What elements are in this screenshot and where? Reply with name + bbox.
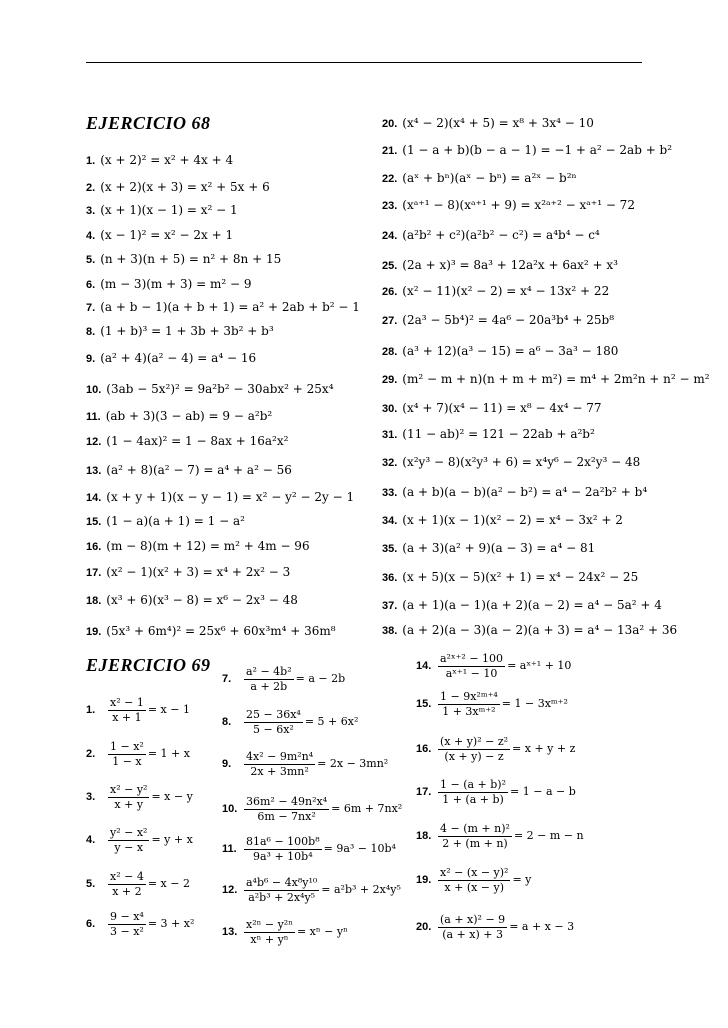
fraction-denominator: 3 − x² [110, 925, 144, 938]
fraction [244, 795, 329, 824]
item-number: 8. [222, 716, 232, 728]
fraction [244, 750, 315, 779]
fraction-result: = y [512, 873, 532, 886]
item-expression: (m − 3)(m + 3) = m² − 9 [100, 277, 252, 291]
fraction-numerator: x²ⁿ − y²ⁿ [246, 918, 293, 931]
fraction-result: = aˣ⁺¹ + 10 [507, 659, 572, 672]
fraction-result: = 2x − 3mn² [317, 757, 389, 770]
fraction-numerator: 4 − (m + n)² [440, 822, 510, 835]
item-expression: (ab + 3)(3 − ab) = 9 − a²b² [105, 409, 273, 423]
item-number: 15. [86, 516, 102, 528]
fraction-denominator: x + 2 [112, 885, 142, 898]
item-number: 24. [382, 230, 398, 242]
item-number: 18. [86, 595, 102, 607]
item-expression: (n + 3)(n + 5) = n² + 8n + 15 [100, 252, 282, 266]
item-number: 2. [86, 182, 96, 194]
item-number: 14. [416, 660, 432, 672]
item-expression: (x⁴ + 7)(x⁴ − 11) = x⁸ − 4x⁴ − 77 [402, 401, 602, 415]
item-expression: (a + 2)(a − 3)(a − 2)(a + 3) = a⁴ − 13a² + 36 [402, 623, 678, 637]
item-number: 16. [416, 743, 432, 755]
item-number: 35. [382, 543, 398, 555]
fraction-result: = x − 2 [147, 877, 190, 890]
exercise-68-item [86, 228, 233, 243]
fraction [108, 696, 146, 725]
exercise-68-item [382, 513, 623, 528]
fraction-denominator: x + 1 [112, 711, 142, 724]
exercise-68-item [86, 434, 288, 449]
exercise-68-item [86, 180, 270, 195]
item-number: 1. [86, 704, 96, 716]
item-expression: (a + b − 1)(a + b + 1) = a² + 2ab + b² − 1 [100, 300, 360, 314]
exercise-68-item [86, 351, 256, 366]
exercise-68-item [382, 623, 677, 638]
item-expression: (a + b)(a − b)(a² − b²) = a⁴ − 2a²b² + b⁴ [402, 485, 648, 499]
exercise-68-item [86, 153, 233, 168]
item-number: 8. [86, 326, 96, 338]
fraction [438, 822, 512, 851]
fraction [438, 866, 510, 895]
exercise-68-item [86, 539, 310, 554]
fraction-numerator: 1 − x² [110, 740, 144, 753]
item-expression: (x − 1)² = x² − 2x + 1 [100, 228, 234, 242]
item-number: 4. [86, 834, 96, 846]
item-number: 5. [86, 254, 96, 266]
fraction-denominator: 9a³ + 10b⁴ [253, 850, 313, 863]
item-expression: (3ab − 5x²)² = 9a²b² − 30abx² + 25x⁴ [106, 382, 334, 396]
fraction-numerator: (x + y)² − z² [440, 735, 509, 748]
item-expression: (x³ + 6)(x³ − 8) = x⁶ − 2x³ − 48 [106, 593, 298, 607]
item-expression: (11 − ab)² = 121 − 22ab + a²b² [402, 427, 595, 441]
fraction [244, 918, 295, 947]
exercise-68-item [382, 258, 618, 273]
item-number: 27. [382, 315, 398, 327]
fraction-numerator: 4x² − 9m²n⁴ [246, 750, 314, 763]
item-number: 30. [382, 403, 398, 415]
fraction-numerator: 1 − 9x²ᵐ⁺⁴ [440, 690, 498, 703]
item-number: 13. [222, 926, 238, 938]
fraction-result: = 2 − m − n [513, 829, 584, 842]
item-expression: (a + 3)(a² + 9)(a − 3) = a⁴ − 81 [402, 541, 596, 555]
fraction-numerator: (a + x)² − 9 [440, 913, 506, 926]
item-number: 29. [382, 374, 398, 386]
item-expression: (5x³ + 6m⁴)² = 25x⁶ + 60x³m⁴ + 36m⁸ [106, 624, 336, 638]
fraction-result: = 9a³ − 10b⁴ [323, 842, 396, 855]
item-expression: (2a³ − 5b⁴)² = 4a⁶ − 20a³b⁴ + 25b⁸ [402, 313, 615, 327]
fraction [108, 910, 146, 939]
item-expression: (m² − m + n)(n + m + m²) = m⁴ + 2m²n + n² − m² [402, 372, 710, 386]
fraction [244, 876, 319, 905]
fraction-numerator: x² − y² [110, 783, 148, 796]
item-number: 22. [382, 173, 398, 185]
fraction [108, 870, 146, 899]
item-number: 16. [86, 541, 102, 553]
exercise-68-item [382, 228, 600, 243]
fraction-result: = x − y [151, 790, 193, 803]
item-number: 9. [86, 353, 96, 365]
item-number: 3. [86, 205, 96, 217]
fraction-denominator: (a + x) + 3 [442, 928, 503, 941]
fraction-numerator: x² − 1 [110, 696, 144, 709]
item-number: 33. [382, 487, 398, 499]
exercise-68-item [382, 455, 640, 470]
fraction-result: = 6m + 7nx² [331, 802, 403, 815]
item-number: 2. [86, 748, 96, 760]
fraction-numerator: x² − 4 [110, 870, 144, 883]
fraction [438, 735, 510, 764]
item-number: 34. [382, 515, 398, 527]
exercise-68-item [86, 300, 360, 315]
exercise-68-item [86, 382, 334, 397]
exercise-68-item [382, 284, 609, 299]
fraction-result: = y + x [151, 833, 193, 846]
fraction [108, 740, 146, 769]
exercise-68-item [382, 143, 672, 158]
fraction-denominator: 6m − 7nx² [257, 810, 316, 823]
item-number: 17. [416, 786, 432, 798]
fraction-numerator: a²ˣ⁺² − 100 [440, 652, 504, 665]
fraction-denominator: xⁿ + yⁿ [250, 933, 289, 946]
exercise-68-item [86, 624, 336, 639]
exercise-68-item [382, 171, 577, 186]
item-number: 1. [86, 155, 96, 167]
fraction-denominator: (x + y) − z [444, 750, 504, 763]
item-number: 20. [382, 118, 398, 130]
item-expression: (1 − 4ax)² = 1 − 8ax + 16a²x² [106, 434, 289, 448]
top-rule [86, 62, 642, 63]
item-expression: (x + 2)(x + 3) = x² + 5x + 6 [100, 180, 270, 194]
item-number: 5. [86, 878, 96, 890]
item-expression: (x + 1)(x − 1)(x² − 2) = x⁴ − 3x² + 2 [402, 513, 623, 527]
exercise-68-item [382, 372, 710, 387]
fraction-result: = 1 − 3xᵐ⁺² [501, 697, 568, 710]
item-number: 38. [382, 625, 398, 637]
fraction-result: = a − 2b [295, 672, 346, 685]
fraction [244, 835, 322, 864]
fraction [438, 913, 507, 942]
fraction-result: = 5 + 6x² [304, 715, 359, 728]
fraction [438, 690, 500, 719]
fraction-result: = 3 + x² [147, 917, 195, 930]
item-number: 12. [86, 436, 102, 448]
item-expression: (x² − 11)(x² − 2) = x⁴ − 13x² + 22 [402, 284, 610, 298]
exercise-68-item [382, 598, 662, 613]
item-number: 3. [86, 791, 96, 803]
exercise-68-item [382, 485, 647, 500]
heading-ejercicio-69: EJERCICIO 69 [86, 655, 211, 675]
item-number: 25. [382, 260, 398, 272]
item-expression: (x + 1)(x − 1) = x² − 1 [100, 203, 238, 217]
item-expression: (a² + 8)(a² − 7) = a⁴ + a² − 56 [106, 463, 292, 477]
item-number: 19. [416, 874, 432, 886]
fraction-denominator: 5 − 6x² [253, 723, 294, 736]
item-number: 15. [416, 698, 432, 710]
item-number: 10. [222, 803, 238, 815]
fraction-denominator: a²b³ + 2x⁴y⁵ [248, 891, 316, 904]
item-number: 12. [222, 884, 238, 896]
item-expression: (2a + x)³ = 8a³ + 12a²x + 6ax² + x³ [402, 258, 618, 272]
fraction-numerator: 9 − x⁴ [110, 910, 144, 923]
item-number: 21. [382, 145, 398, 157]
fraction-result: = xⁿ − yⁿ [296, 925, 348, 938]
item-expression: (m − 8)(m + 12) = m² + 4m − 96 [106, 539, 310, 553]
exercise-68-item [86, 463, 292, 478]
exercise-68-item [382, 116, 594, 131]
fraction-denominator: 1 + 3xᵐ⁺² [442, 705, 496, 718]
item-number: 14. [86, 492, 102, 504]
exercise-68-item [382, 401, 602, 416]
fraction-numerator: x² − (x − y)² [440, 866, 509, 879]
fraction-numerator: a⁴b⁶ − 4x⁸y¹⁰ [246, 876, 318, 889]
item-expression: (1 − a)(a + 1) = 1 − a² [106, 514, 245, 528]
item-number: 26. [382, 286, 398, 298]
item-number: 6. [86, 918, 96, 930]
item-expression: (x + y + 1)(x − y − 1) = x² − y² − 2y − 1 [106, 490, 355, 504]
item-expression: (x + 5)(x − 5)(x² + 1) = x⁴ − 24x² − 25 [402, 570, 639, 584]
fraction-numerator: 81a⁶ − 100b⁸ [246, 835, 320, 848]
fraction [438, 652, 505, 681]
item-expression: (a + 1)(a − 1)(a + 2)(a − 2) = a⁴ − 5a² + 4 [402, 598, 662, 612]
fraction-result: = 1 − a − b [510, 785, 576, 798]
exercise-68-item [86, 409, 272, 424]
item-expression: (x⁴ − 2)(x⁴ + 5) = x⁸ + 3x⁴ − 10 [402, 116, 594, 130]
fraction-denominator: a + 2b [250, 680, 288, 693]
fraction-denominator: 1 − x [112, 755, 142, 768]
fraction-result: = x + y + z [512, 742, 576, 755]
fraction-denominator: aˣ⁺¹ − 10 [445, 667, 498, 680]
item-number: 28. [382, 346, 398, 358]
item-expression: (x² − 1)(x² + 3) = x⁴ + 2x² − 3 [106, 565, 291, 579]
exercise-68-item [382, 313, 614, 328]
fraction-denominator: 2 + (m + n) [442, 837, 508, 850]
item-number: 10. [86, 384, 102, 396]
exercise-68-item [382, 344, 618, 359]
item-number: 31. [382, 429, 398, 441]
exercise-68-item [382, 570, 638, 585]
fraction-result: = a²b³ + 2x⁴y⁵ [321, 883, 401, 896]
fraction-result: = a + x − 3 [509, 920, 575, 933]
fraction-numerator: a² − 4b² [246, 665, 292, 678]
item-number: 32. [382, 457, 398, 469]
item-number: 17. [86, 567, 102, 579]
fraction [108, 783, 149, 812]
fraction-denominator: y − x [114, 841, 144, 854]
item-expression: (a² + 4)(a² − 4) = a⁴ − 16 [100, 351, 257, 365]
exercise-68-item [86, 593, 298, 608]
exercise-68-item [382, 541, 595, 556]
item-expression: (x + 2)² = x² + 4x + 4 [100, 153, 234, 167]
item-expression: (a³ + 12)(a³ − 15) = a⁶ − 3a³ − 180 [402, 344, 619, 358]
fraction-numerator: 1 − (a + b)² [440, 778, 507, 791]
item-number: 7. [86, 302, 96, 314]
item-number: 7. [222, 673, 232, 685]
item-expression: (1 − a + b)(b − a − 1) = −1 + a² − 2ab + b² [402, 143, 673, 157]
fraction [244, 665, 294, 694]
fraction-denominator: 1 + (a + b) [442, 793, 504, 806]
exercise-68-item [382, 198, 635, 213]
item-number: 23. [382, 200, 398, 212]
exercise-68-item [382, 427, 595, 442]
fraction [438, 778, 508, 807]
exercise-68-item [86, 514, 245, 529]
fraction-numerator: 36m² − 49n²x⁴ [246, 795, 328, 808]
exercise-68-item [86, 490, 354, 505]
item-expression: (aˣ + bⁿ)(aˣ − bⁿ) = a²ˣ − b²ⁿ [402, 171, 577, 185]
item-number: 20. [416, 921, 432, 933]
item-number: 36. [382, 572, 398, 584]
heading-ejercicio-68: EJERCICIO 68 [86, 113, 211, 133]
exercise-68-item [86, 324, 274, 339]
exercise-68-item [86, 565, 290, 580]
exercise-68-item [86, 252, 281, 267]
exercise-68-item [86, 277, 252, 292]
fraction-result: = x − 1 [147, 703, 190, 716]
fraction-numerator: 25 − 36x⁴ [246, 708, 301, 721]
item-number: 37. [382, 600, 398, 612]
item-number: 6. [86, 279, 96, 291]
item-number: 18. [416, 830, 432, 842]
fraction [108, 826, 149, 855]
item-number: 13. [86, 465, 102, 477]
fraction-denominator: x + (x − y) [444, 881, 505, 894]
item-number: 11. [222, 843, 237, 855]
item-expression: (1 + b)³ = 1 + 3b + 3b² + b³ [100, 324, 274, 338]
fraction-denominator: x + y [114, 798, 144, 811]
item-number: 4. [86, 230, 96, 242]
item-number: 19. [86, 626, 102, 638]
fraction [244, 708, 303, 737]
item-expression: (a²b² + c²)(a²b² − c²) = a⁴b⁴ − c⁴ [402, 228, 600, 242]
exercise-68-item [86, 203, 238, 218]
item-expression: (xᵃ⁺¹ − 8)(xᵃ⁺¹ + 9) = x²ᵃ⁺² − xᵃ⁺¹ − 72 [402, 198, 635, 212]
item-number: 9. [222, 758, 232, 770]
item-expression: (x²y³ − 8)(x²y³ + 6) = x⁴y⁶ − 2x²y³ − 48 [402, 455, 641, 469]
fraction-result: = 1 + x [147, 747, 190, 760]
item-number: 11. [86, 411, 101, 423]
fraction-denominator: 2x + 3mn² [250, 765, 309, 778]
fraction-numerator: y² − x² [110, 826, 148, 839]
